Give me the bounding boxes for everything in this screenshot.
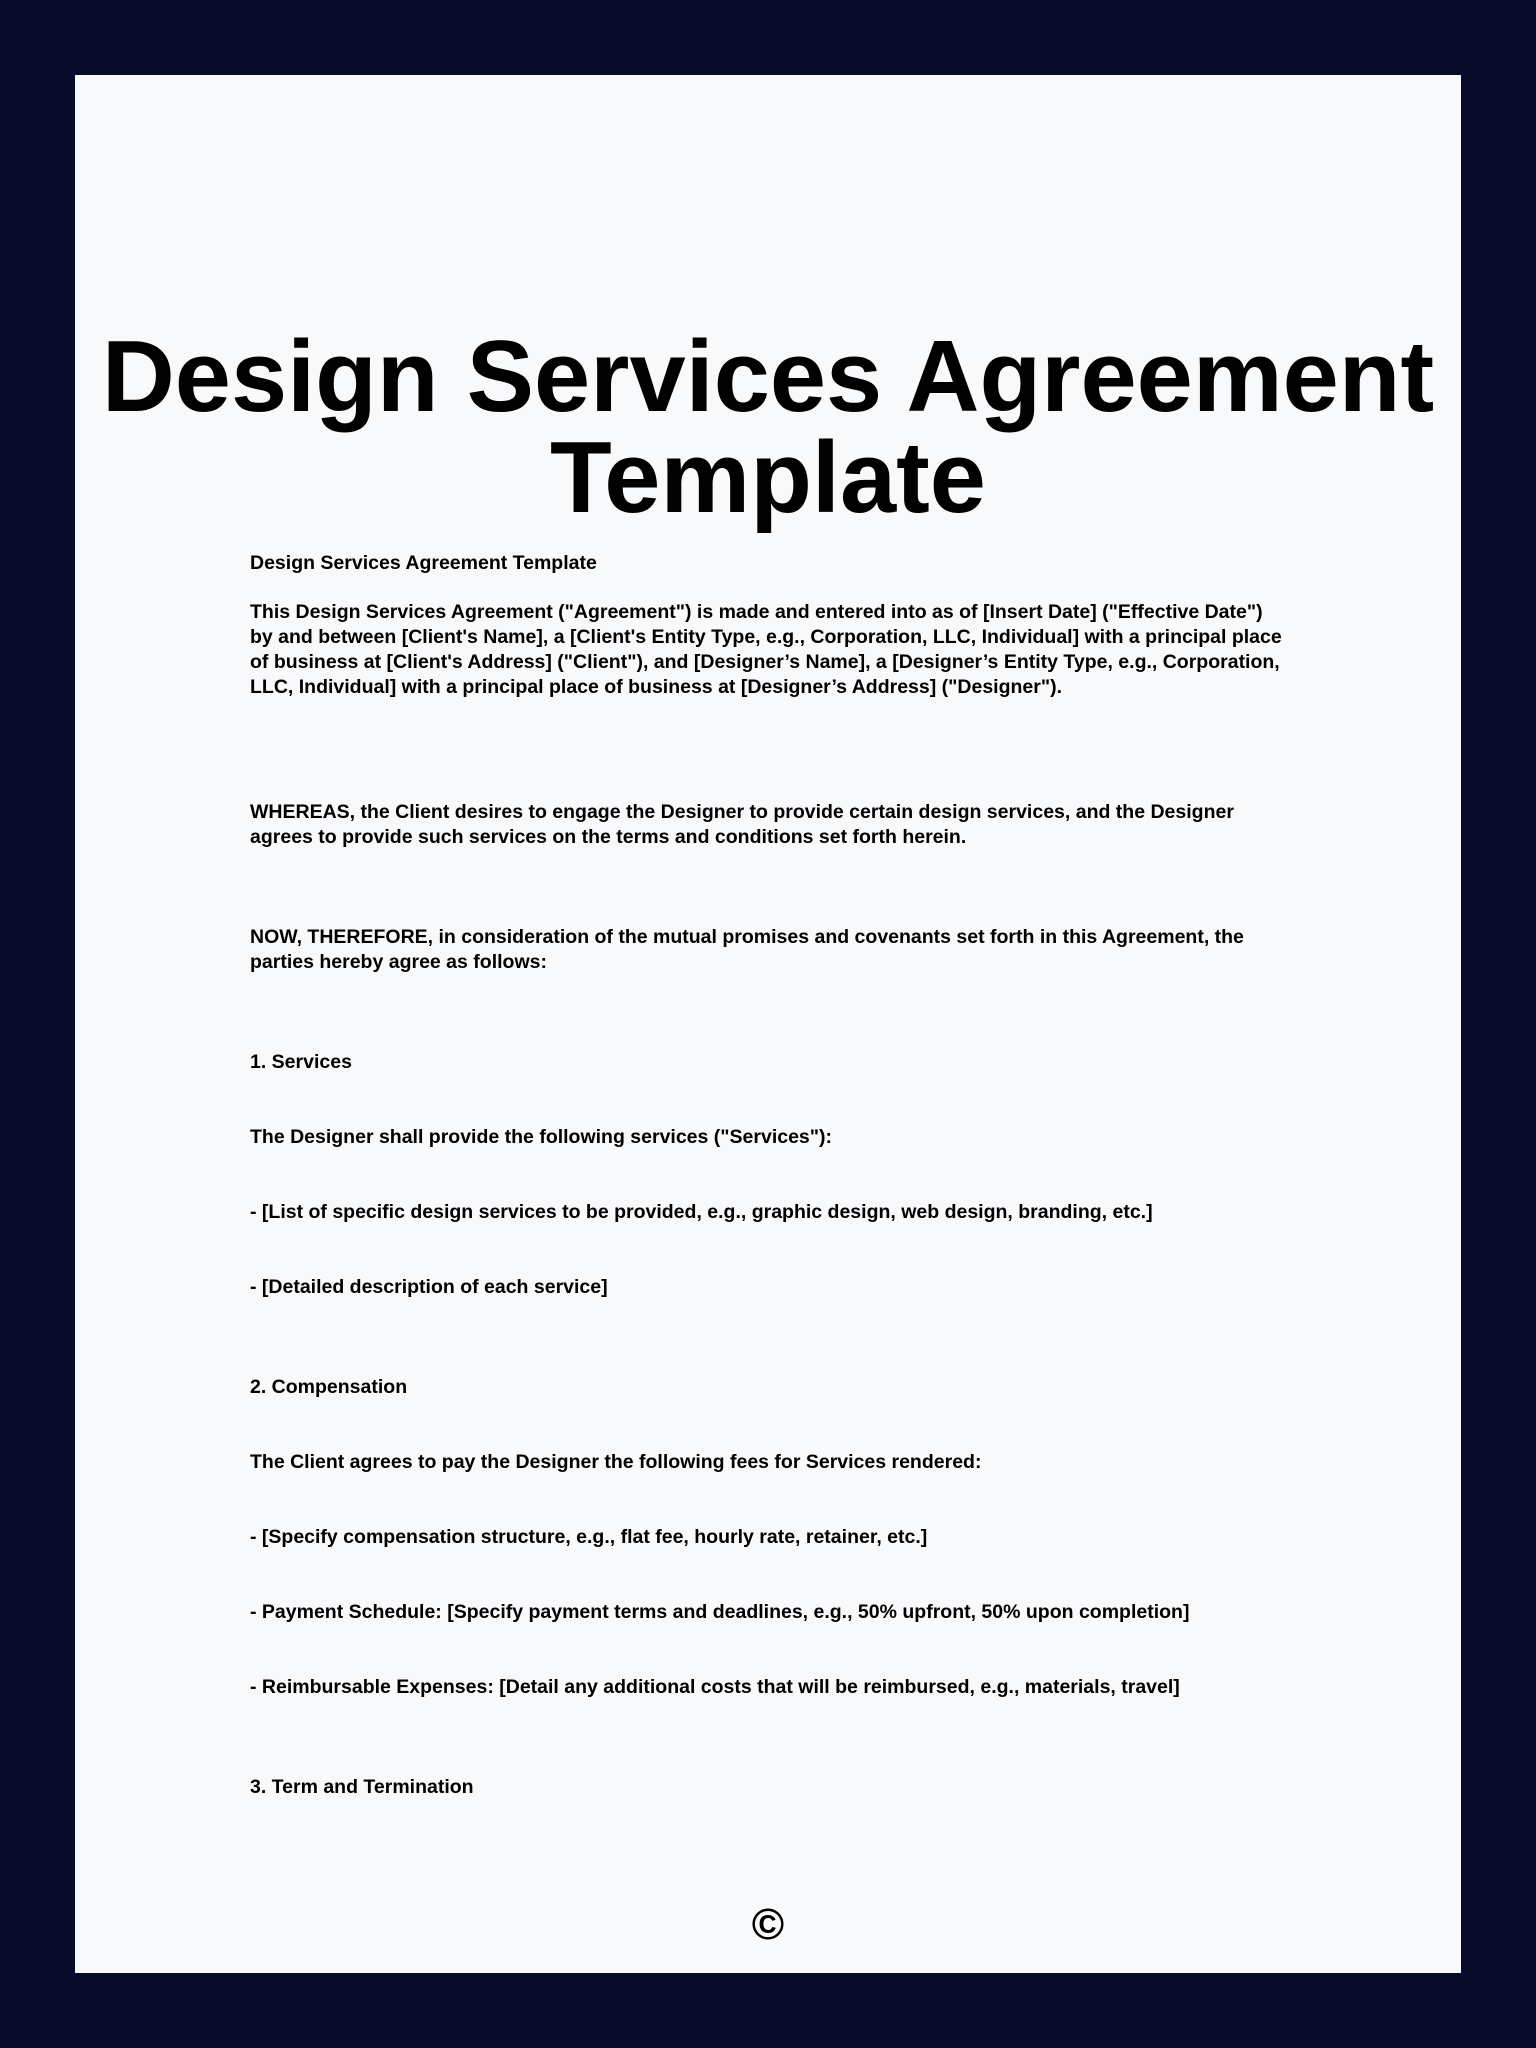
document-page	[75, 75, 1461, 1973]
copyright-icon: ©	[751, 1900, 785, 1949]
whereas-paragraph: WHEREAS, the Client desires to engage the Designer to provide certain design services, and the Designer agrees to provide such services on the terms and conditions set forth herein.	[250, 801, 1234, 848]
services-list-item: - [List of specific design services to be provided, e.g., graphic design, web design, branding, etc.]	[250, 1201, 1153, 1223]
compensation-list-item: - [Specify compensation structure, e.g., flat fee, hourly rate, retainer, etc.]	[250, 1526, 928, 1548]
document-heading: Design Services Agreement Template	[250, 552, 597, 574]
compensation-list-item: - Reimbursable Expenses: [Detail any additional costs that will be reimbursed, e.g., materials, travel]	[250, 1676, 1180, 1698]
intro-paragraph: This Design Services Agreement ("Agreement") is made and entered into as of [Insert Date] ("Effective Date") by and between [Client's Name], a [Client's Entity Type, e.g., Corporation, LLC, Individual] with a principal place of business at [Client's Address] ("Client"), and [Designer’s Name], a [Designer’s Entity Type, e.g., Corporation, LLC, Individual] with a principal place of business at [Designer’s Address] ("Designer").	[250, 601, 1282, 698]
compensation-intro: The Client agrees to pay the Designer the following fees for Services rendered:	[250, 1451, 982, 1473]
page-title: Design Services Agreement Template	[101, 321, 1435, 534]
section-heading-term: 3. Term and Termination	[250, 1776, 474, 1798]
services-list-item: - [Detailed description of each service]	[250, 1276, 608, 1298]
services-intro: The Designer shall provide the following services ("Services"):	[250, 1126, 833, 1148]
compensation-list-item: - Payment Schedule: [Specify payment terms and deadlines, e.g., 50% upfront, 50% upon completion]	[250, 1601, 1190, 1623]
section-heading-compensation: 2. Compensation	[250, 1376, 408, 1398]
section-heading-services: 1. Services	[250, 1051, 352, 1073]
now-therefore-paragraph: NOW, THEREFORE, in consideration of the mutual promises and covenants set forth in this Agreement, the parties hereby agree as follows:	[250, 926, 1244, 973]
